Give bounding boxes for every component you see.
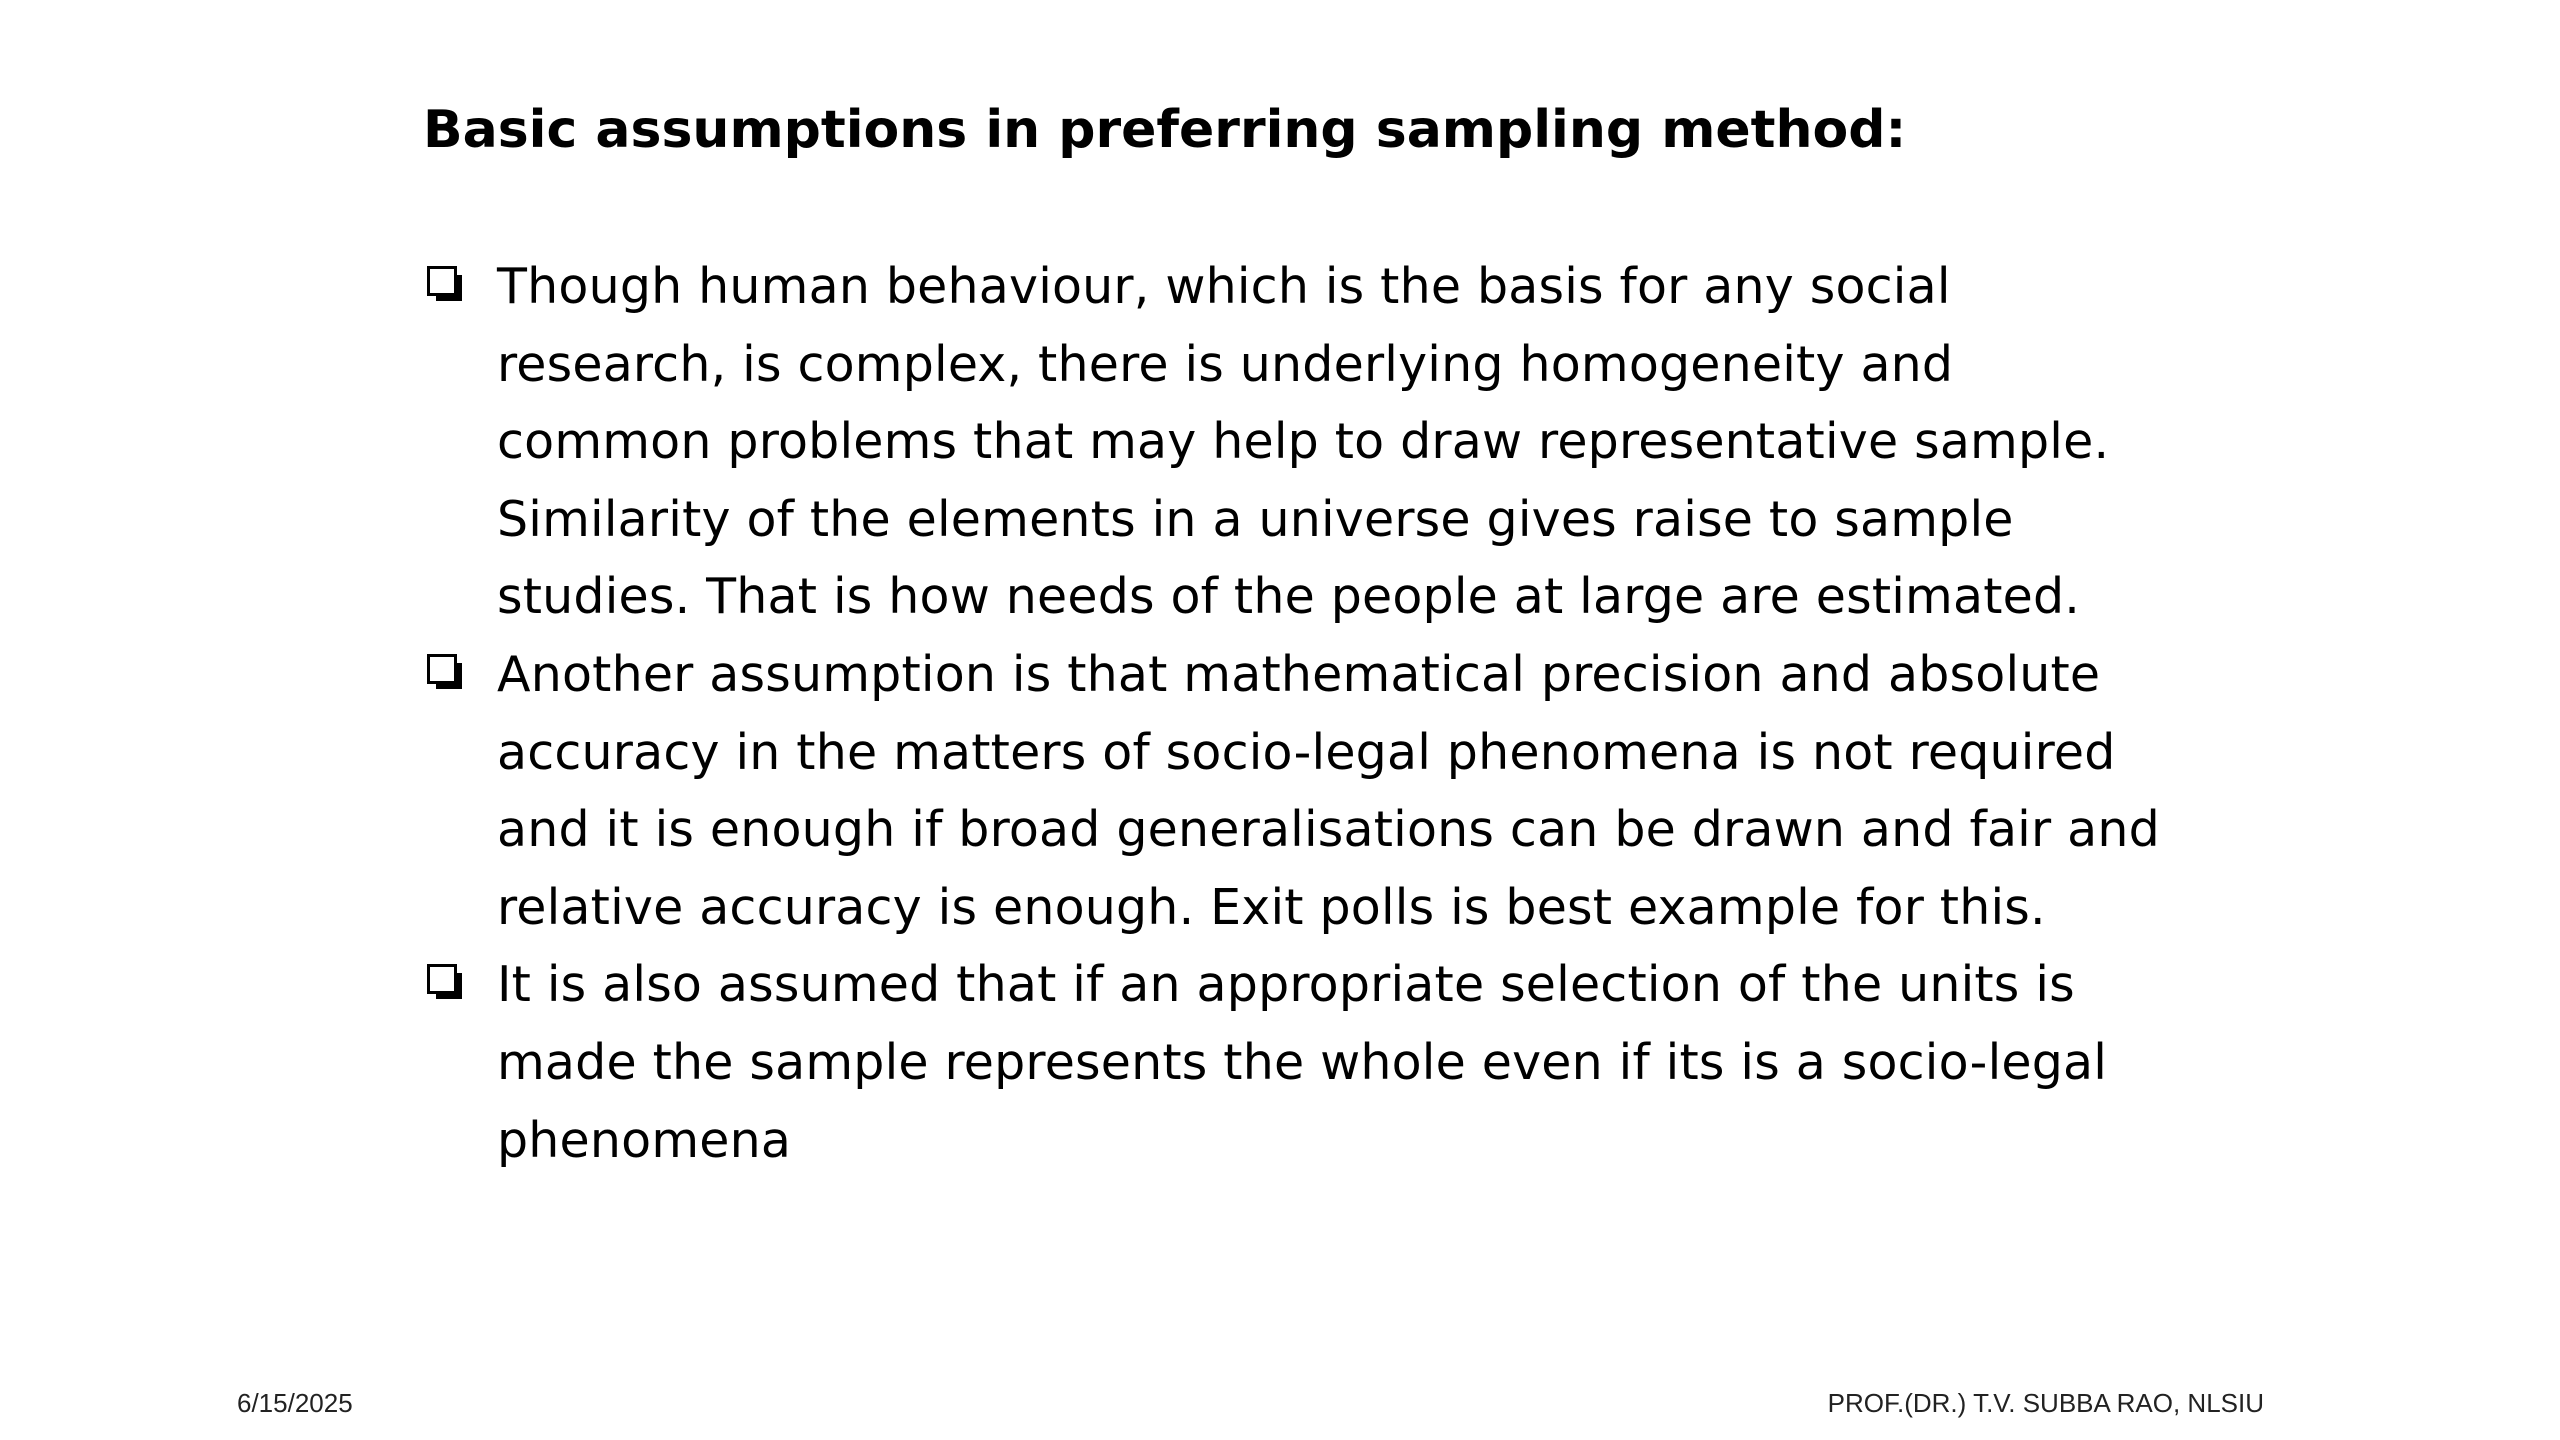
- bullet-text: Though human behaviour, which is the basis for any social research, is complex, there is underlying homogeneity and common problems that may help to draw representative sample. Similarity of the elements in a universe gives raise to sample studies. That is how needs of the people at large are estimated.: [497, 258, 2110, 626]
- bullet-text: Another assumption is that mathematical precision and absolute accuracy in the matters of socio-legal phenomena is not required and it is enough if broad generalisations can be drawn and fair and relative accuracy is enough. Exit polls is best example for this.: [497, 645, 2160, 936]
- bullet-text: It is also assumed that if an appropriate selection of the units is made the sample represents the whole even if its is a socio-legal phenomena: [497, 956, 2108, 1169]
- slide-title: Basic assumptions in preferring sampling method:: [423, 100, 1907, 160]
- checkbox-square-icon: [427, 654, 463, 690]
- footer-author: PROF.(DR.) T.V. SUBBA RAO, NLSIU: [1827, 1388, 2264, 1418]
- footer-date: 6/15/2025: [237, 1388, 353, 1418]
- checkbox-square-icon: [427, 964, 463, 1000]
- bullet-item: [423, 946, 2183, 1179]
- bullet-item: [423, 248, 2183, 636]
- checkbox-square-icon: [427, 266, 463, 302]
- bullet-item: [423, 636, 2183, 946]
- bullet-list: [423, 248, 2183, 1179]
